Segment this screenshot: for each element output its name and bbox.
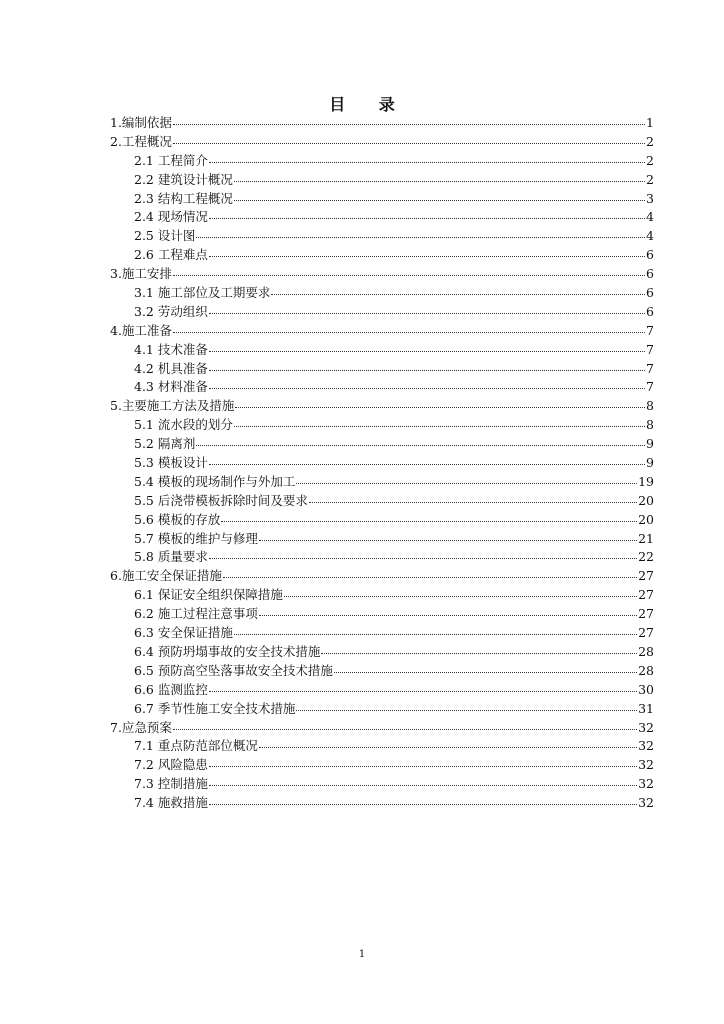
- toc-entry[interactable]: [110, 643, 654, 662]
- toc-entry[interactable]: [110, 133, 654, 152]
- table-of-contents: [110, 114, 654, 813]
- toc-entry-label: 5.主要施工方法及措施: [110, 398, 235, 414]
- toc-dot-leader: [234, 633, 637, 635]
- toc-entry-label: 5.6 模板的存放: [134, 511, 221, 527]
- toc-entry-label: 2.5 设计图: [134, 228, 196, 244]
- toc-entry[interactable]: [110, 435, 654, 454]
- toc-entry[interactable]: [110, 775, 654, 794]
- toc-dot-leader: [259, 539, 637, 541]
- toc-entry-label: 5.7 模板的维护与修理: [134, 530, 258, 546]
- toc-dot-leader: [209, 690, 637, 692]
- toc-dot-leader: [296, 482, 637, 484]
- toc-dot-leader: [309, 501, 637, 503]
- toc-entry-page: 2: [646, 133, 654, 149]
- toc-entry[interactable]: [110, 397, 654, 416]
- toc-dot-leader: [209, 803, 637, 805]
- toc-entry[interactable]: [110, 227, 654, 246]
- toc-entry-page: 32: [638, 757, 654, 773]
- toc-dot-leader: [334, 671, 637, 673]
- toc-entry-label: 7.4 施救措施: [134, 795, 208, 811]
- toc-entry-label: 3.1 施工部位及工期要求: [134, 285, 271, 301]
- toc-entry[interactable]: [110, 114, 654, 133]
- toc-entry-page: 27: [638, 568, 654, 584]
- toc-entry[interactable]: [110, 737, 654, 756]
- toc-entry-page: 27: [638, 625, 654, 641]
- toc-entry[interactable]: [110, 586, 654, 605]
- toc-dot-leader: [173, 728, 637, 730]
- toc-entry-label: 5.3 模板设计: [134, 455, 208, 471]
- toc-entry-page: 4: [646, 228, 654, 244]
- toc-entry[interactable]: [110, 208, 654, 227]
- toc-entry-label: 7.1 重点防范部位概况: [134, 738, 258, 754]
- toc-entry-page: 21: [638, 530, 654, 546]
- toc-entry-label: 2.2 建筑设计概况: [134, 171, 233, 187]
- toc-entry-page: 27: [638, 587, 654, 603]
- toc-entry-page: 8: [646, 417, 654, 433]
- toc-dot-leader: [259, 746, 637, 748]
- toc-entry-page: 19: [638, 473, 654, 489]
- toc-entry-label: 7.2 风险隐患: [134, 757, 208, 773]
- toc-entry-page: 22: [638, 549, 654, 565]
- toc-entry-page: 32: [638, 776, 654, 792]
- toc-dot-leader: [173, 123, 645, 125]
- toc-entry-page: 7: [646, 360, 654, 376]
- toc-entry-label: 2.工程概况: [110, 133, 172, 149]
- toc-dot-leader: [321, 652, 637, 654]
- toc-entry-label: 4.2 机具准备: [134, 360, 208, 376]
- toc-entry[interactable]: [110, 511, 654, 530]
- toc-entry-label: 3.施工安排: [110, 266, 172, 282]
- toc-entry-label: 4.1 技术准备: [134, 341, 208, 357]
- toc-entry-label: 6.4 预防坍塌事故的安全技术措施: [134, 643, 321, 659]
- toc-dot-leader: [196, 236, 645, 238]
- toc-entry-label: 2.1 工程简介: [134, 152, 208, 168]
- toc-entry-page: 1: [646, 115, 654, 130]
- toc-dot-leader: [209, 765, 637, 767]
- toc-entry-label: 6.3 安全保证措施: [134, 625, 233, 641]
- toc-entry-page: 31: [638, 700, 654, 716]
- toc-entry[interactable]: [110, 492, 654, 511]
- toc-entry[interactable]: [110, 605, 654, 624]
- toc-entry-page: 6: [646, 285, 654, 301]
- toc-entry-label: 6.7 季节性施工安全技术措施: [134, 700, 296, 716]
- toc-entry-page: 4: [646, 209, 654, 225]
- toc-dot-leader: [173, 142, 645, 144]
- toc-dot-leader: [209, 217, 645, 219]
- toc-entry-label: 4.3 材料准备: [134, 379, 208, 395]
- toc-dot-leader: [259, 614, 637, 616]
- toc-entry-page: 6: [646, 266, 654, 282]
- page-number: 1: [358, 949, 366, 960]
- toc-dot-leader: [173, 331, 645, 333]
- toc-entry[interactable]: [110, 548, 654, 567]
- toc-entry-label: 5.8 质量要求: [134, 549, 208, 565]
- toc-entry-page: 2: [646, 171, 654, 187]
- toc-entry-page: 27: [638, 606, 654, 622]
- toc-entry[interactable]: [110, 246, 654, 265]
- toc-entry-page: 8: [646, 398, 654, 414]
- toc-entry-page: 20: [638, 511, 654, 527]
- toc-dot-leader: [271, 293, 645, 295]
- toc-entry-page: 32: [638, 719, 654, 735]
- toc-entry-page: 20: [638, 492, 654, 508]
- toc-entry[interactable]: [110, 794, 654, 813]
- toc-entry[interactable]: [110, 624, 654, 643]
- toc-entry-page: 30: [638, 681, 654, 697]
- toc-dot-leader: [209, 463, 645, 465]
- toc-entry-page: 7: [646, 379, 654, 395]
- toc-entry[interactable]: [110, 341, 654, 360]
- toc-entry[interactable]: [110, 360, 654, 379]
- toc-entry[interactable]: [110, 719, 654, 738]
- toc-entry[interactable]: [110, 303, 654, 322]
- page-title: 目 录: [329, 95, 409, 114]
- toc-entry-page: 7: [646, 341, 654, 357]
- toc-dot-leader: [235, 406, 645, 408]
- toc-dot-leader: [209, 387, 645, 389]
- toc-dot-leader: [173, 274, 645, 276]
- toc-entry-page: 6: [646, 303, 654, 319]
- toc-entry-label: 1.编制依据: [110, 115, 172, 130]
- toc-entry[interactable]: [110, 473, 654, 492]
- toc-dot-leader: [196, 444, 645, 446]
- toc-entry[interactable]: [110, 530, 654, 549]
- toc-entry[interactable]: [110, 190, 654, 209]
- toc-entry[interactable]: [110, 662, 654, 681]
- toc-entry-label: 5.2 隔离剂: [134, 436, 196, 452]
- toc-entry[interactable]: [110, 171, 654, 190]
- toc-entry[interactable]: [110, 454, 654, 473]
- toc-dot-leader: [296, 709, 637, 711]
- toc-entry-page: 32: [638, 738, 654, 754]
- toc-entry[interactable]: [110, 416, 654, 435]
- toc-entry-label: 3.2 劳动组织: [134, 303, 208, 319]
- toc-entry[interactable]: [110, 681, 654, 700]
- toc-entry-page: 9: [646, 436, 654, 452]
- toc-entry-label: 6.2 施工过程注意事项: [134, 606, 258, 622]
- toc-entry[interactable]: [110, 284, 654, 303]
- toc-entry-label: 4.施工准备: [110, 322, 172, 338]
- toc-entry-page: 3: [646, 190, 654, 206]
- toc-entry[interactable]: [110, 152, 654, 171]
- toc-entry-label: 5.4 模板的现场制作与外加工: [134, 473, 296, 489]
- toc-entry-label: 6.6 监测监控: [134, 681, 208, 697]
- toc-entry[interactable]: [110, 265, 654, 284]
- toc-entry-page: 9: [646, 455, 654, 471]
- toc-dot-leader: [234, 180, 645, 182]
- toc-entry-label: 2.4 现场情况: [134, 209, 208, 225]
- toc-dot-leader: [209, 255, 645, 257]
- toc-entry-label: 6.1 保证安全组织保障措施: [134, 587, 283, 603]
- toc-entry-page: 28: [638, 643, 654, 659]
- toc-entry-label: 7.应急预案: [110, 719, 172, 735]
- toc-dot-leader: [209, 369, 645, 371]
- toc-dot-leader: [209, 557, 637, 559]
- toc-dot-leader: [234, 199, 645, 201]
- toc-dot-leader: [284, 595, 637, 597]
- toc-entry-label: 6.施工安全保证措施: [110, 568, 222, 584]
- toc-entry-label: 5.5 后浇带模板拆除时间及要求: [134, 492, 308, 508]
- toc-entry[interactable]: [110, 700, 654, 719]
- toc-dot-leader: [223, 576, 637, 578]
- toc-entry-page: 32: [638, 795, 654, 811]
- toc-entry[interactable]: [110, 378, 654, 397]
- toc-entry-label: 7.3 控制措施: [134, 776, 208, 792]
- toc-entry-page: 7: [646, 322, 654, 338]
- toc-entry[interactable]: [110, 756, 654, 775]
- toc-dot-leader: [209, 312, 645, 314]
- toc-entry-label: 5.1 流水段的划分: [134, 417, 233, 433]
- toc-entry-page: 28: [638, 662, 654, 678]
- toc-dot-leader: [209, 784, 637, 786]
- toc-dot-leader: [209, 350, 645, 352]
- toc-entry[interactable]: [110, 322, 654, 341]
- toc-entry-page: 2: [646, 152, 654, 168]
- toc-entry-label: 6.5 预防高空坠落事故安全技术措施: [134, 662, 333, 678]
- toc-entry[interactable]: [110, 567, 654, 586]
- toc-entry-page: 6: [646, 247, 654, 263]
- toc-dot-leader: [234, 425, 645, 427]
- toc-dot-leader: [209, 161, 645, 163]
- toc-entry-label: 2.6 工程难点: [134, 247, 208, 263]
- toc-entry-label: 2.3 结构工程概况: [134, 190, 233, 206]
- toc-dot-leader: [221, 520, 637, 522]
